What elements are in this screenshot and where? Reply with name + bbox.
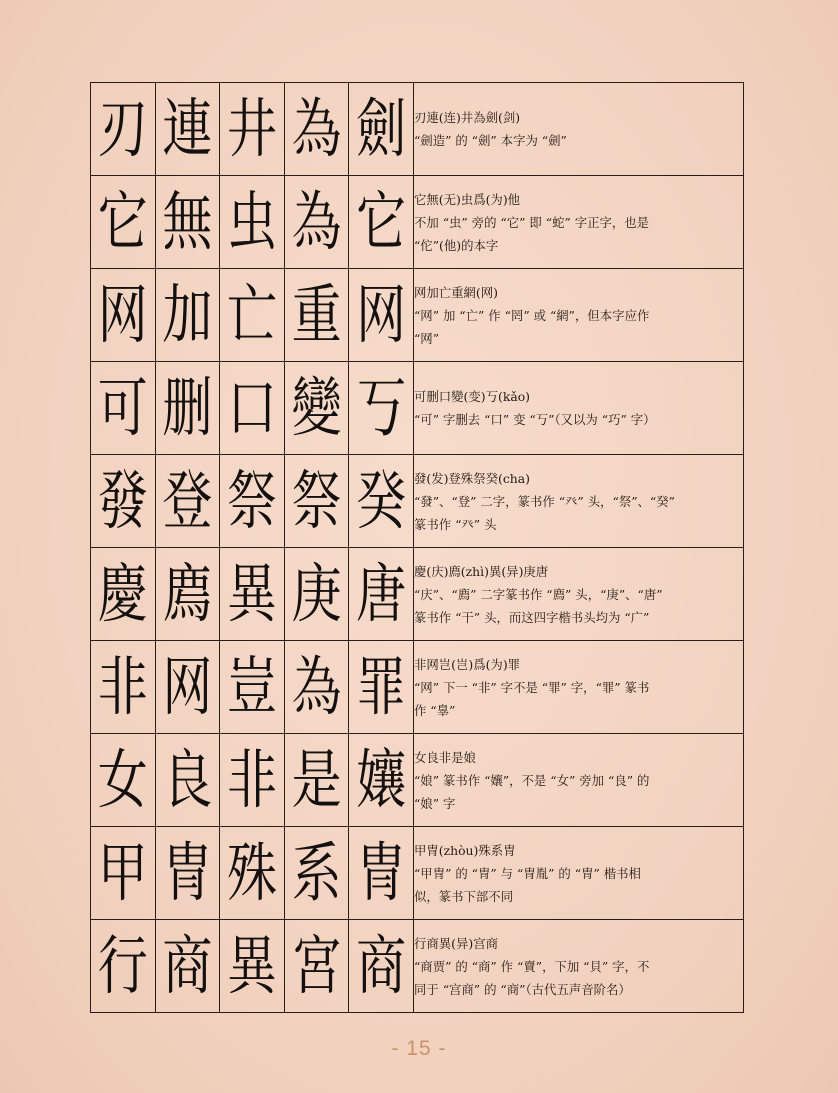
seal-character-cell <box>91 734 156 827</box>
seal-character: 連 <box>162 91 213 167</box>
table-row <box>91 548 744 641</box>
explanation-line: 篆书作 “干” 头，而这四字楷书头均为 “广” <box>413 609 650 625</box>
explanation-heading: 行商異(异)宫商 <box>413 935 498 951</box>
seal-character: 豈 <box>226 649 277 725</box>
seal-character: 删 <box>162 370 213 446</box>
seal-character: 為 <box>291 649 342 725</box>
explanation-line: “网” 加 “亡” 作 “罔” 或 “網”，但本字应作 <box>413 307 650 323</box>
seal-character-cell <box>349 269 414 362</box>
seal-character: 慶 <box>97 556 148 632</box>
seal-character: 劍 <box>356 91 407 167</box>
seal-character: 非 <box>97 649 148 725</box>
seal-character-cell <box>284 83 349 176</box>
seal-character-cell <box>284 641 349 734</box>
explanation-heading: 它無(无)虫爲(为)他 <box>413 191 521 207</box>
seal-character: 刃 <box>97 91 148 167</box>
seal-character-cell <box>155 548 220 641</box>
explanation-line: “娘” 字 <box>413 795 456 811</box>
seal-character-cell <box>284 176 349 269</box>
explanation-line: 篆书作 “癶” 头 <box>413 516 497 532</box>
seal-character-cell <box>284 548 349 641</box>
explanation-line: “劍造” 的 “劍” 本字为 “劍” <box>413 133 567 148</box>
seal-character: 登 <box>162 463 213 539</box>
seal-character-cell <box>91 827 156 920</box>
seal-character: 网 <box>97 277 148 353</box>
seal-character: 為 <box>291 91 342 167</box>
seal-character-cell <box>91 269 156 362</box>
table-row <box>91 269 744 362</box>
table-row <box>91 362 744 455</box>
explanation-heading: 非网岂(岂)爲(为)罪 <box>413 656 521 672</box>
seal-character-cell <box>349 920 414 1013</box>
seal-character: 网 <box>162 649 213 725</box>
seal-character: 庚 <box>291 556 342 632</box>
seal-character: 丂 <box>356 370 407 446</box>
seal-character-cell <box>284 455 349 548</box>
explanation-heading: 可删口變(变)丂(kǎo) <box>413 389 531 404</box>
explanation-cell <box>413 176 743 269</box>
seal-character-cell <box>220 176 285 269</box>
seal-character-cell <box>220 827 285 920</box>
seal-character: 良 <box>162 742 213 818</box>
seal-character-cell <box>220 548 285 641</box>
seal-character: 是 <box>291 742 342 818</box>
seal-character-cell <box>284 920 349 1013</box>
explanation-line: “网” 下一 “非” 字不是 “罪” 字，“罪” 篆书 <box>413 679 650 695</box>
seal-character-cell <box>91 548 156 641</box>
seal-character: 孃 <box>356 742 407 818</box>
seal-character-cell <box>220 269 285 362</box>
explanation-cell <box>413 83 743 176</box>
seal-character-cell <box>284 269 349 362</box>
explanation-line: “庆”、“廌” 二字篆书作 “廌” 头，“庚”、“唐” <box>413 586 663 602</box>
table-row <box>91 176 744 269</box>
explanation-heading: 甲冑(zhòu)殊系冑 <box>413 842 516 858</box>
seal-character-cell <box>349 455 414 548</box>
seal-character-cell <box>155 176 220 269</box>
explanation-heading: 發(发)登殊祭癸(cha) <box>413 470 530 486</box>
seal-character: 重 <box>291 277 342 353</box>
seal-character: 宮 <box>291 928 342 1004</box>
explanation-line: “可” 字删去 “口” 变 “丂”（又以为 “巧” 字） <box>413 412 656 427</box>
seal-character: 甲 <box>97 835 148 911</box>
explanation-line: 作 “辠” <box>413 702 456 718</box>
explanation-line: “甲冑” 的 “冑” 与 “冑胤” 的 “冑” 楷书相 <box>413 865 641 881</box>
explanation-line: “商贾” 的 “商” 作 “𧶠”，下加 “貝” 字，不 <box>413 958 650 974</box>
seal-character-cell <box>91 83 156 176</box>
seal-character: 系 <box>291 835 342 911</box>
seal-character-cell <box>155 362 220 455</box>
seal-script-comparison-table <box>90 82 744 1013</box>
seal-character: 變 <box>291 370 342 446</box>
seal-character: 口 <box>226 370 277 446</box>
explanation-line: 似，篆书下部不同 <box>413 888 514 904</box>
seal-character-cell <box>284 827 349 920</box>
explanation-cell <box>413 827 743 920</box>
explanation-cell <box>413 362 743 455</box>
seal-character-cell <box>155 920 220 1013</box>
seal-character: 異 <box>226 556 277 632</box>
seal-character: 冑 <box>356 835 407 911</box>
explanation-heading: 刃連(连)井為劍(剑) <box>413 110 521 125</box>
table-row <box>91 641 744 734</box>
seal-character-cell <box>284 362 349 455</box>
seal-character: 廌 <box>162 556 213 632</box>
seal-character: 商 <box>162 928 213 1004</box>
seal-character: 虫 <box>226 184 277 260</box>
seal-character: 無 <box>162 184 213 260</box>
table-row <box>91 827 744 920</box>
table-row <box>91 83 744 176</box>
seal-character: 行 <box>97 928 148 1004</box>
seal-character: 殊 <box>226 835 277 911</box>
seal-character-cell <box>91 641 156 734</box>
seal-character-cell <box>155 455 220 548</box>
seal-character-cell <box>155 83 220 176</box>
explanation-cell <box>413 641 743 734</box>
seal-character: 亡 <box>226 277 277 353</box>
explanation-heading: 女良非是娘 <box>413 749 476 765</box>
explanation-heading: 慶(庆)廌(zhì)異(异)庚唐 <box>413 563 549 579</box>
seal-character-cell <box>284 734 349 827</box>
seal-character-cell <box>91 362 156 455</box>
seal-character-cell <box>349 827 414 920</box>
seal-character: 女 <box>97 742 148 818</box>
seal-character-cell <box>349 176 414 269</box>
explanation-cell <box>413 548 743 641</box>
seal-character: 異 <box>226 928 277 1004</box>
seal-character-cell <box>91 455 156 548</box>
explanation-line: 不加 “虫” 旁的 “它” 即 “蛇” 字正字，也是 <box>413 214 650 230</box>
explanation-cell <box>413 920 743 1013</box>
explanation-cell <box>413 455 743 548</box>
seal-character-cell <box>349 83 414 176</box>
seal-character-cell <box>91 176 156 269</box>
seal-character: 冑 <box>162 835 213 911</box>
seal-character-cell <box>155 734 220 827</box>
seal-character: 罪 <box>356 649 407 725</box>
seal-character-cell <box>220 920 285 1013</box>
table-row <box>91 734 744 827</box>
table-row <box>91 455 744 548</box>
seal-character: 可 <box>97 370 148 446</box>
explanation-heading: 网加亡重網(网) <box>413 284 498 300</box>
seal-character-cell <box>349 548 414 641</box>
explanation-line: 同于 “宫商” 的 “商”（古代五声音阶名） <box>413 981 631 997</box>
seal-character: 井 <box>226 91 277 167</box>
seal-character: 祭 <box>291 463 342 539</box>
seal-character: 癸 <box>356 463 407 539</box>
seal-character-cell <box>220 641 285 734</box>
seal-character: 商 <box>356 928 407 1004</box>
seal-character: 它 <box>97 184 148 260</box>
explanation-line: “娘” 篆书作 “孃”，不是 “女” 旁加 “良” 的 <box>413 772 650 788</box>
table-row <box>91 920 744 1013</box>
seal-character-cell <box>155 641 220 734</box>
seal-character: 發 <box>97 463 148 539</box>
seal-character-cell <box>220 734 285 827</box>
explanation-line: “佗”(他)的本字 <box>413 237 499 253</box>
seal-character-cell <box>349 362 414 455</box>
seal-character-cell <box>155 827 220 920</box>
seal-character: 网 <box>356 277 407 353</box>
seal-character: 非 <box>226 742 277 818</box>
explanation-line: “网” <box>413 330 440 346</box>
seal-character-cell <box>349 734 414 827</box>
seal-character: 唐 <box>356 556 407 632</box>
seal-character-cell <box>349 641 414 734</box>
explanation-cell <box>413 269 743 362</box>
seal-character-cell <box>220 83 285 176</box>
seal-character-cell <box>155 269 220 362</box>
page-number: - 15 - <box>391 1037 447 1060</box>
seal-character-cell <box>220 455 285 548</box>
explanation-line: “發”、“登” 二字，篆书作 “癶” 头，“祭”、“癸” <box>413 493 675 509</box>
seal-character: 祭 <box>226 463 277 539</box>
seal-character: 它 <box>356 184 407 260</box>
seal-character: 為 <box>291 184 342 260</box>
seal-character-cell <box>91 920 156 1013</box>
seal-character: 加 <box>162 277 213 353</box>
explanation-cell <box>413 734 743 827</box>
seal-character-cell <box>220 362 285 455</box>
